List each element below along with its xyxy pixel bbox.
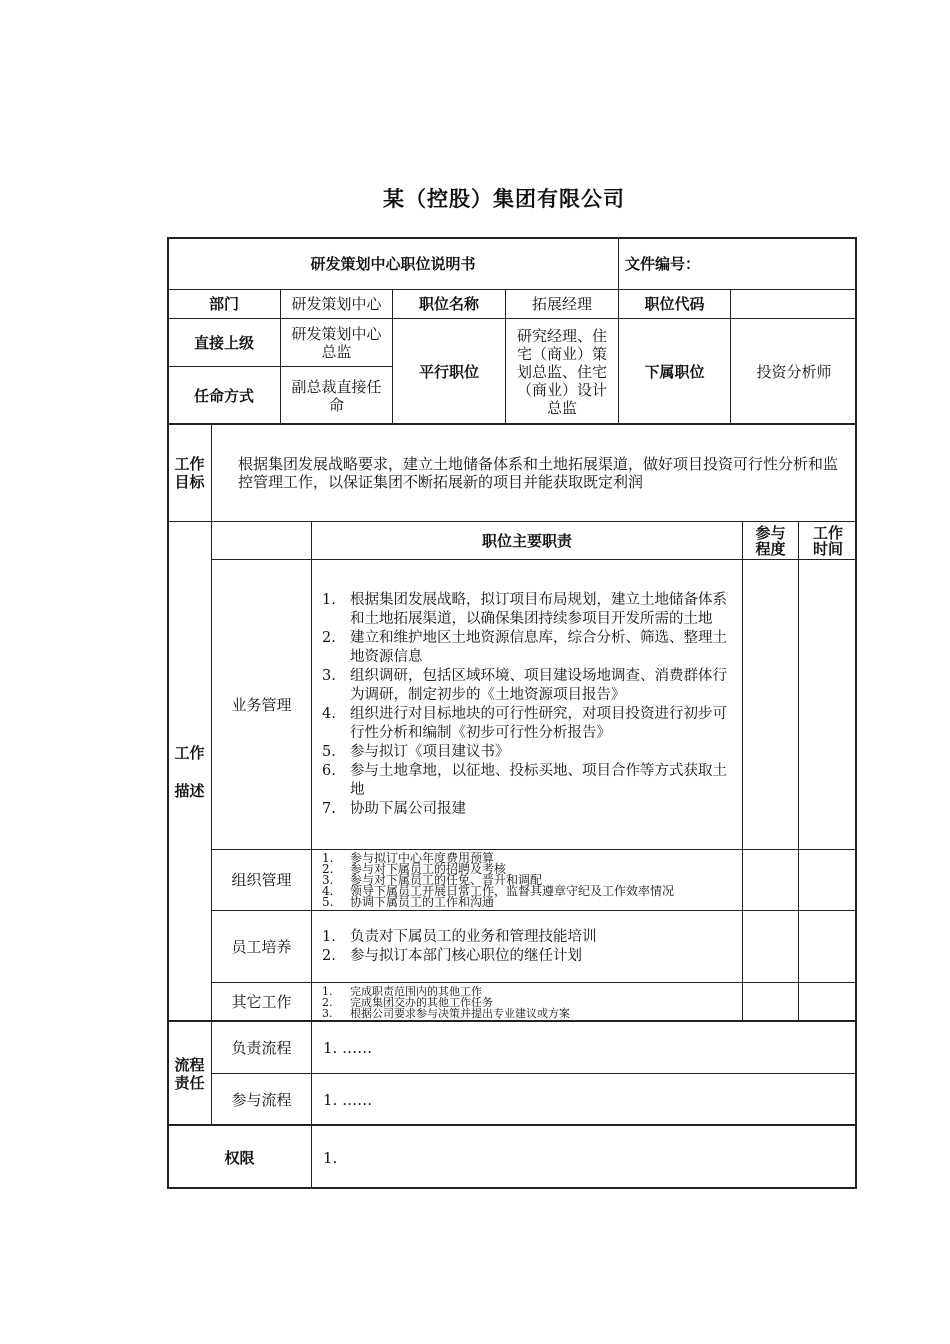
- process-responsible-label: 负责流程: [211, 1021, 311, 1073]
- section-divider: [167, 423, 857, 425]
- list-item: 2. 参与拟订本部门核心职位的继任计划: [322, 947, 582, 964]
- group-organization-label: 组织管理: [211, 849, 311, 910]
- group-other-duties: [311, 982, 742, 1021]
- list-item: 4. 组织进行对目标地块的可行性研究，对项目投资进行初步可行性分析和编制《初步可行性分析报告》: [322, 705, 727, 741]
- goal-text: 根据集团发展战略要求，建立土地储备体系和土地拓展渠道，做好项目投资可行性分析和监控管理工作，以保证集团不断拓展新的项目并能获取既定利润: [211, 424, 857, 521]
- position-name-value: 拓展经理: [505, 289, 618, 318]
- group-organization-duties: [311, 849, 742, 910]
- process-participate-value: 1. ……: [311, 1073, 857, 1125]
- work-time-header: 工作时间: [798, 521, 857, 559]
- group-other-label: 其它工作: [211, 982, 311, 1021]
- list-item: 3. 参与对下属员工的任免、晋升和调配: [322, 872, 543, 887]
- appointment-label: 任命方式: [167, 366, 280, 424]
- group-other-time: [798, 982, 857, 1021]
- position-code-label: 职位代码: [618, 289, 730, 318]
- list-item: 3. 组织调研，包括区域环境、项目建设场地调查、消费群体行为调研，制定初步的《土地资源项目报告》: [322, 667, 727, 703]
- goal-label: 工作目标: [167, 424, 211, 521]
- group-organization-time: [798, 849, 857, 910]
- list-item: 6. 参与土地拿地，以征地、投标买地、项目合作等方式获取土地: [322, 762, 727, 798]
- dept-label: 部门: [167, 289, 280, 318]
- duties-label: 工作描述: [167, 521, 211, 1021]
- subordinate-value: 投资分析师: [730, 318, 857, 424]
- list-item: 1. 根据集团发展战略，拟订项目布局规划，建立土地储备体系和土地拓展渠道，以确保集团持续参项目开发所需的土地: [322, 591, 727, 627]
- list-item: 3. 根据公司要求参与决策并提出专业建议或方案: [322, 1006, 570, 1020]
- section-divider: [167, 1124, 857, 1126]
- group-business-involvement: [742, 559, 798, 849]
- position-name-label: 职位名称: [392, 289, 505, 318]
- company-title: 某（控股）集团有限公司: [383, 187, 625, 211]
- list-item: 2. 完成集团交办的其他工作任务: [322, 995, 493, 1009]
- duties-main-header: 职位主要职责: [311, 521, 742, 559]
- group-training-time: [798, 910, 857, 982]
- group-business-time: [798, 559, 857, 849]
- subordinate-label: 下属职位: [618, 318, 730, 424]
- appointment-value: 副总裁直接任命: [280, 366, 392, 424]
- list-item: 2. 建立和维护地区土地资源信息库，综合分析、筛选、整理土地资源信息: [322, 629, 727, 665]
- duties-header-blank: [211, 521, 311, 559]
- list-item: 1. 参与拟订中心年度费用预算: [322, 850, 495, 865]
- list-item: 5. 协调下属员工的工作和沟通: [322, 894, 495, 909]
- position-code-value: [730, 289, 857, 318]
- group-organization-involvement: [742, 849, 798, 910]
- doc-title: 研发策划中心职位说明书: [167, 237, 618, 289]
- list-item: 1. 负责对下属员工的业务和管理技能培训: [322, 928, 597, 945]
- section-divider: [167, 1020, 857, 1022]
- dept-value: 研发策划中心: [280, 289, 392, 318]
- group-training-duties: [311, 910, 742, 982]
- group-other-involvement: [742, 982, 798, 1021]
- peer-position-value: 研究经理、住宅（商业）策划总监、住宅（商业）设计总监: [505, 318, 618, 424]
- group-training-involvement: [742, 910, 798, 982]
- peer-position-label: 平行职位: [392, 318, 505, 424]
- list-item: 5. 参与拟订《项目建议书》: [322, 743, 510, 760]
- process-participate-label: 参与流程: [211, 1073, 311, 1125]
- authority-value: 1.: [311, 1125, 857, 1189]
- list-item: 7. 协助下属公司报建: [322, 800, 466, 817]
- list-item: 4. 领导下属员工开展日常工作，监督其遵章守纪及工作效率情况: [322, 883, 675, 898]
- group-business-label: 业务管理: [211, 559, 311, 849]
- authority-label: 权限: [167, 1125, 311, 1189]
- superior-label: 直接上级: [167, 318, 280, 366]
- file-number-label: 文件编号：: [618, 237, 857, 289]
- superior-value: 研发策划中心总监: [280, 318, 392, 366]
- process-label: 流程责任: [167, 1021, 211, 1125]
- process-responsible-value: 1. ……: [311, 1021, 857, 1073]
- group-business-duties: [311, 559, 742, 849]
- involvement-header: 参与程度: [742, 521, 798, 559]
- list-item: 2. 参与对下属员工的招聘及考核: [322, 861, 507, 876]
- group-training-label: 员工培养: [211, 910, 311, 982]
- list-item: 1. 完成职责范围内的其他工作: [322, 984, 482, 998]
